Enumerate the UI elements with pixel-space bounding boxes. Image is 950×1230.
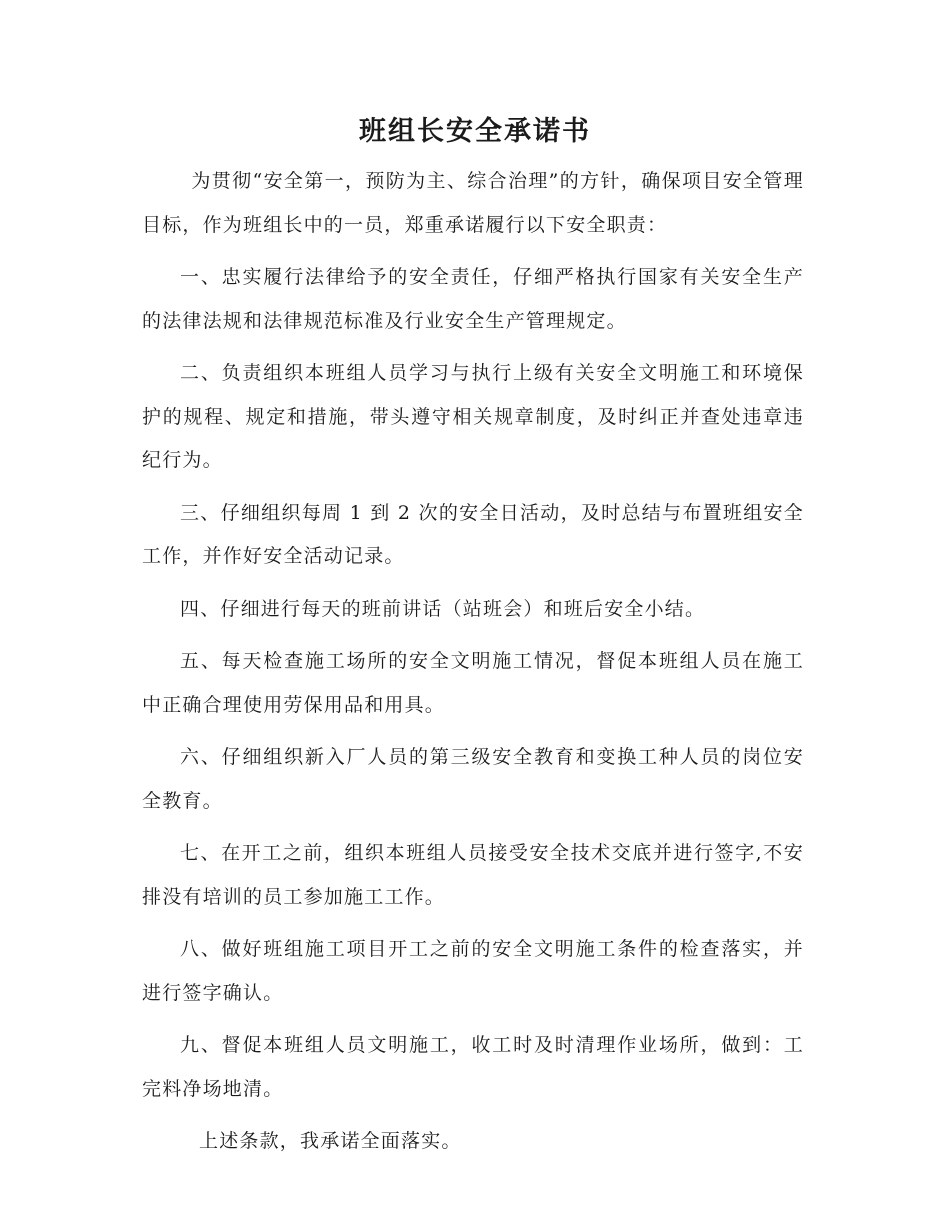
commitment-item-5: 五、每天检查施工场所的安全文明施工情况，督促本班组人员在施工中正确合理使用劳保用品和用具。 xyxy=(142,650,804,716)
commitment-item-1: 一、忠实履行法律给予的安全责任，仔细严格执行国家有关安全生产的法律法规和法律规范标准及行业安全生产管理规定。 xyxy=(142,266,804,332)
intro-paragraph: 为贯彻“安全第一，预防为主、综合治理”的方针，确保项目安全管理目标，作为班组长中的一员，郑重承诺履行以下安全职责： xyxy=(142,170,804,236)
commitment-item-6: 六、仔细组织新入厂人员的第三级安全教育和变换工种人员的岗位安全教育。 xyxy=(142,746,804,812)
commitment-item-8: 八、做好班组施工项目开工之前的安全文明施工条件的检查落实，并进行签字确认。 xyxy=(142,938,804,1004)
document-body xyxy=(142,160,804,1164)
commitment-item-4: 四、仔细进行每天的班前讲话（站班会）和班后安全小结。 xyxy=(180,597,706,620)
commitment-item-2: 二、负责组织本班组人员学习与执行上级有关安全文明施工和环境保护的规程、规定和措施，带头遵守相关规章制度，及时纠正并查处违章违纪行为。 xyxy=(142,362,804,471)
commitment-item-9: 九、督促本班组人员文明施工，收工时及时清理作业场所，做到：工完料净场地清。 xyxy=(142,1034,804,1100)
commitment-item-7: 七、在开工之前，组织本班组人员接受安全技术交底并进行签字,不安排没有培训的员工参加施工工作。 xyxy=(142,842,804,908)
closing-statement: 上述条款，我承诺全面落实。 xyxy=(199,1130,462,1152)
commitment-item-3: 三、仔细组织每周 1 到 2 次的安全日活动，及时总结与布置班组安全工作，并作好安全活动记录。 xyxy=(142,501,804,567)
document-title: 班组长安全承诺书 xyxy=(359,116,591,147)
